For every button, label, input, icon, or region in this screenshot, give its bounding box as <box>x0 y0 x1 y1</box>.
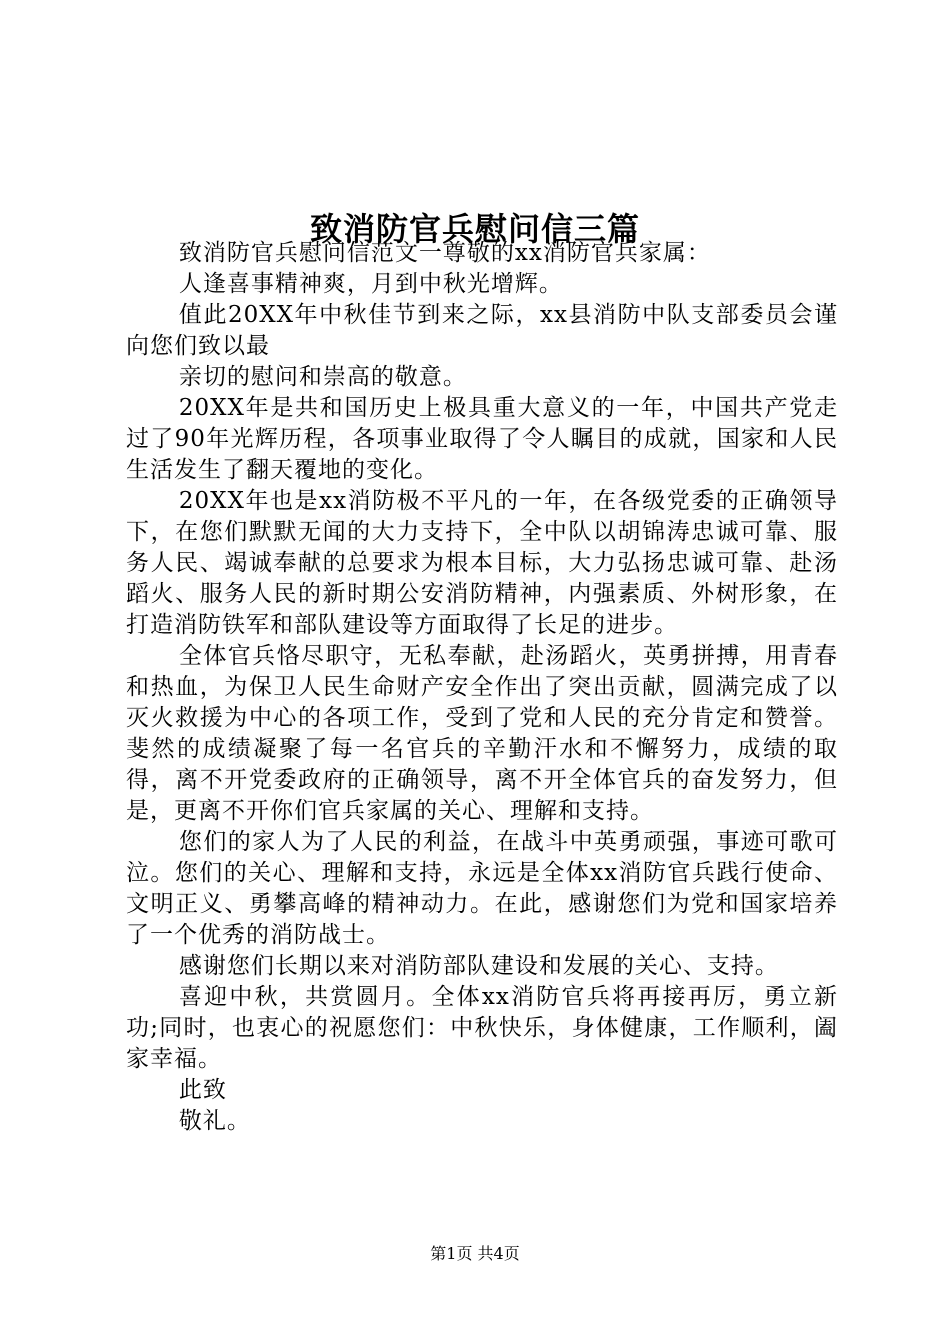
paragraph-salutation: 致消防官兵慰问信范文一尊敬的xx消防官兵家属： <box>178 240 711 266</box>
paragraph-greeting: 人逢喜事精神爽，月到中秋光增辉。 <box>178 271 563 297</box>
paragraph-occasion: 值此20XX年中秋佳节到来之际，xx县消防中队支部委员会谨向您们致以最 <box>126 302 838 359</box>
paragraph-wishes: 喜迎中秋，共赏圆月。全体xx消防官兵将再接再厉，勇立新功;同时，也衷心的祝愿您们：中秋快乐，身体健康，工作顺利，阖家幸福。 <box>126 984 838 1072</box>
document-title: 致消防官兵慰问信三篇 <box>309 210 640 249</box>
paragraph-family-thanks: 您们的家人为了人民的利益，在战斗中英勇顽强，事迹可歌可泣。您们的关心、理解和支持，永远是全体xx消防官兵践行使命、文明正义、勇攀高峰的精神动力。在此，感谢您们为党和国家培养了一个优秀的消防战士。 <box>126 829 838 948</box>
paragraph-closing: 此致 <box>178 1077 227 1103</box>
paragraph-achievements: 20XX年也是xx消防极不平凡的一年，在各级党委的正确领导下，在您们默默无闻的大力支持下，全中队以胡锦涛忠诚可靠、服务人民、竭诚奉献的总要求为根本目标，大力弘扬忠诚可靠、赴汤蹈火、服务人民的新时期公安消防精神，内强素质、外树形象，在打造消防铁军和部队建设等方面取得了长足的进步。 <box>126 488 838 638</box>
paragraph-history: 20XX年是共和国历史上极具重大意义的一年，中国共产党走过了90年光辉历程，各项事业取得了令人瞩目的成就，国家和人民生活发生了翻天覆地的变化。 <box>126 395 838 483</box>
paragraph-support: 感谢您们长期以来对消防部队建设和发展的关心、支持。 <box>178 953 779 979</box>
letter-body <box>126 238 838 1137</box>
paragraph-salute: 敬礼。 <box>178 1108 251 1134</box>
paragraph-regards: 亲切的慰问和崇高的敬意。 <box>178 364 467 390</box>
page-number-footer: 第1页 共4页 <box>430 1244 520 1263</box>
paragraph-dedication: 全体官兵恪尽职守，无私奉献，赴汤蹈火，英勇拼搏，用青春和热血，为保卫人民生命财产安全作出了突出贡献，圆满完成了以灭火救援为中心的各项工作，受到了党和人民的充分肯定和赞誉。斐然的成绩凝聚了每一名官兵的辛勤汗水和不懈努力，成绩的取得，离不开党委政府的正确领导，离不开全体官兵的奋发努力，但是，更离不开你们官兵家属的关心、理解和支持。 <box>126 643 838 824</box>
